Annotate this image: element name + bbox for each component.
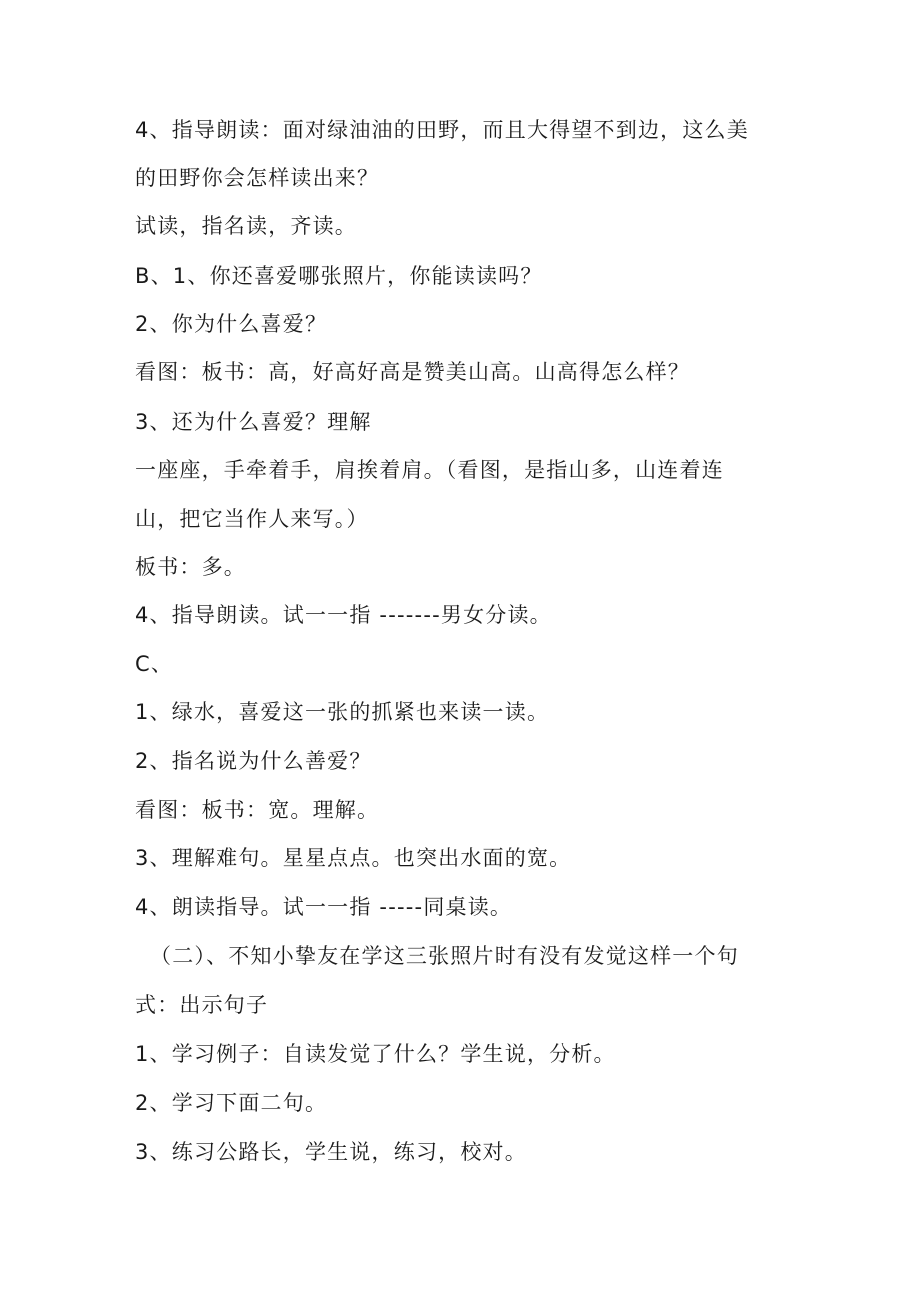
- paragraph-line: 2、学习下面二句。: [135, 1091, 328, 1115]
- paragraph-line: 式：出示句子: [135, 993, 269, 1017]
- paragraph-line: 2、指名说为什么善爱？: [135, 749, 372, 773]
- paragraph-line: （二）、不知小挚友在学这三张照片时有没有发觉这样一个句: [150, 944, 739, 968]
- paragraph-line: 试读，指名读，齐读。: [135, 214, 357, 238]
- paragraph-line: 4、指导朗读。试一一指 -------男女分读。: [135, 603, 552, 627]
- paragraph-line: 4、朗读指导。试一一指 -----同桌读。: [135, 895, 513, 919]
- paragraph-line: C、: [135, 652, 174, 676]
- paragraph-line: 看图：板书：宽。理解。: [135, 798, 380, 822]
- paragraph-line: 1、学习例子：自读发觉了什么？学生说，分析。: [135, 1042, 616, 1066]
- paragraph-line: 3、练习公路长，学生说，练习，校对。: [135, 1140, 527, 1164]
- paragraph-line: 板书：多。: [135, 555, 246, 579]
- paragraph-line: 的田野你会怎样读出来？: [135, 166, 380, 190]
- paragraph-line: 4、指导朗读：面对绿油油的田野，而且大得望不到边，这么美: [135, 118, 749, 142]
- paragraph-line: 2、你为什么喜爱？: [135, 312, 328, 336]
- paragraph-line: 3、还为什么喜爱？理解: [135, 410, 372, 434]
- paragraph-line: 1、绿水，喜爱这一张的抓紧也来读一读。: [135, 700, 550, 724]
- paragraph-line: 3、理解难句。星星点点。也突出水面的宽。: [135, 846, 572, 870]
- paragraph-line: B、1、你还喜爱哪张照片，你能读读吗？: [135, 264, 543, 288]
- paragraph-line: 看图：板书：高，好高好高是赞美山高。山高得怎么样？: [135, 360, 690, 384]
- paragraph-line: 山，把它当作人来写。）: [135, 507, 369, 531]
- paragraph-line: 一座座，手牵着手，肩挨着肩。（看图，是指山多，山连着连: [135, 458, 724, 482]
